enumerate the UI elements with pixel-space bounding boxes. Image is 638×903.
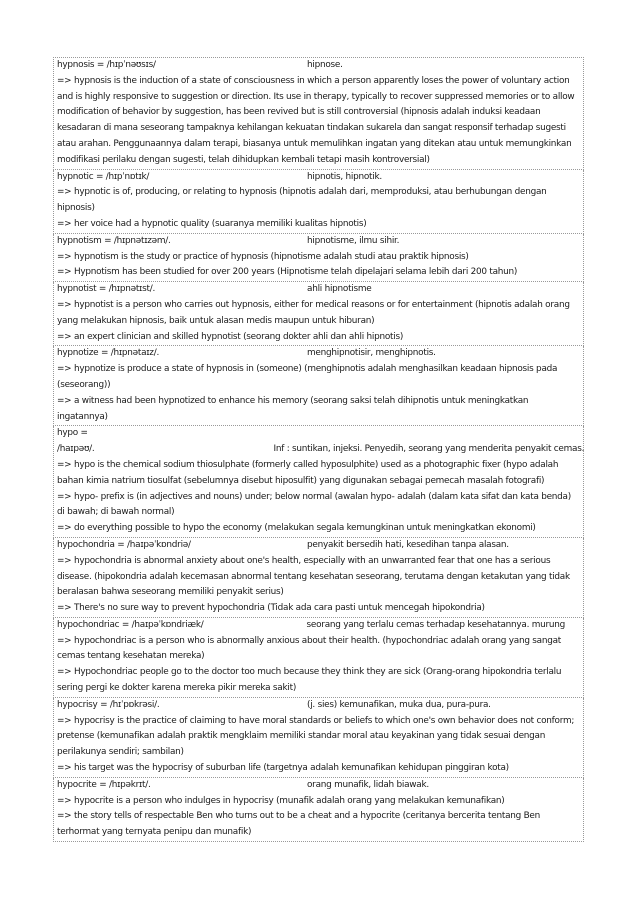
definition-line: => hypocrite is a person who indulges in hypocrisy (munafik adalah orang yang melakukan kemunafikan) [57,795,505,806]
definition-line: => There's no sure way to prevent hypochondria (Tidak ada cara pasti untuk mencegah hipokondria) [57,603,485,614]
definition-line: => hypnotist is a person who carries out hypnosis, either for medical reasons or for entertainment (hipnotis adalah orang yang melakukan hipnosis, baik untuk alasan medis maupun untuk hiburan) [57,299,570,326]
entry-heading [57,618,580,634]
headword-pronunciation: hypochondriac = /haɪpəˈkɒndriæk/ [57,619,204,630]
dictionary-entry [53,538,584,618]
definition-line: => the story tells of respectable Ben who turns out to be a cheat and a hypocrite (ceritanya bercerita tentang Ben terhormat yang ternyata penipu dan munafik) [57,811,541,838]
entry-heading [57,426,585,458]
dictionary-entry [53,346,584,426]
definition-line: => her voice had a hypnotic quality (suaranya memiliki kualitas hipnotis) [57,218,367,229]
entry-heading [57,282,580,298]
definition-line: => hypnotic is of, producing, or relating to hypnosis (hipnotis adalah dari, memproduksi, atau berhubungan dengan hipnosis) [57,187,547,214]
indonesian-gloss: penyakit bersedih hati, kesedihan tanpa alasan. [307,539,509,550]
definition-line: => Hypnotism has been studied for over 200 years (Hipnotisme telah dipelajari selama lebih dari 200 tahun) [57,267,518,278]
indonesian-gloss: (j. sies) kemunafikan, muka dua, pura-pura. [307,699,491,710]
dictionary-document [53,57,584,842]
headword-pronunciation: hypnotize = /hɪpnətaɪz/. [57,348,160,359]
headword-pronunciation: hypocrisy = /hɪˈpɒkrəsi/. [57,699,160,710]
definition-line: => Hypochondriac people go to the doctor too much because they think they are sick (Orang-orang hipokondria terlalu sering pergi ke dokter karena mereka pikir mereka sakit) [57,667,562,694]
indonesian-gloss: orang munafik, lidah biawak. [307,779,429,790]
headword-pronunciation: hypnosis = /hɪpˈnəʊsɪs/ [57,60,156,70]
dictionary-entry [53,426,584,538]
indonesian-gloss: hipnotis, hipnotik. [307,171,382,182]
headword-pronunciation: hypocrite = /hɪpəkrɪt/. [57,779,151,790]
definition-line: => hypo is the chemical sodium thiosulphate (formerly called hyposulphite) used as a photographic fixer (hypo adalah bahan kimia natrium tiosulfat (sebelumnya disebut hiposulfit) yang digunakan sebagai pemecah masalah fotografi) [57,459,559,486]
dictionary-entry [53,618,584,698]
entry-heading [57,778,580,794]
indonesian-gloss: Inf : suntikan, injeksi. Penyedih, seorang yang menderita penyakit cemas. [273,444,585,455]
definition-line: => hypnosis is the induction of a state of consciousness in which a person apparently loses the power of voluntary action and is highly responsive to suggestion or direction. Its use in therapy, typically to recover suppressed memories or to allow modification of behavior by suggestion, has been revived but is still controversial (hipnosis adalah induksi keadaan kesadaran di mana seseorang tampaknya kehilangan kekuatan tindakan sukarela dan sangat responsif terhadap sugesti atau arahan. Penggunaannya dalam terapi, biasanya untuk memulihkan ingatan yang ditekan atau untuk memungkinkan modifikasi perilaku dengan sugesti, telah dihidupkan kembali tetapi masih kontroversial) [57,75,575,165]
headword-pronunciation: hypnotist = /hɪpnətɪst/. [57,284,156,295]
definition-line: => hypo- prefix is (in adjectives and nouns) under; below normal (awalan hypo- adalah (dalam kata sifat dan kata benda) di bawah; di bawah normal) [57,491,571,518]
definition-line: => hypochondria is abnormal anxiety about one's health, especially with an unwarranted fear that one has a serious disease. (hipokondria adalah kecemasan abnormal tentang kesehatan seseorang, terutama dengan ketakutan yang tidak beralasan bahwa seseorang memiliki penyakit serius) [57,555,570,598]
dictionary-entry [53,234,584,282]
definition-line: => hypochondriac is a person who is abnormally anxious about their health. (hypochondriac adalah orang yang sangat cemas tentang kesehatan mereka) [57,635,562,662]
definition-line: => a witness had been hypnotized to enhance his memory (seorang saksi telah dihipnotis untuk meningkatkan ingatannya) [57,395,529,422]
dictionary-entry [53,57,584,170]
entry-heading [57,234,580,250]
definition-line: => do everything possible to hypo the economy (melakukan segala kemungkinan untuk meningkatkan ekonomi) [57,523,536,534]
dictionary-entry [53,170,584,234]
dictionary-entry [53,698,584,778]
entry-heading [57,538,580,554]
entry-heading [57,170,580,186]
definition-line: => an expert clinician and skilled hypnotist (seorang dokter ahli dan ahli hipnotis) [57,331,404,342]
headword-pronunciation: hypochondria = /haɪpəˈkɒndriə/ [57,539,191,550]
entry-heading [57,698,580,714]
headword-pronunciation: hypo = /haɪpəʊ/. [57,428,95,455]
definition-line: => his target was the hypocrisy of suburban life (targetnya adalah kemunafikan kehidupan pinggiran kota) [57,763,509,774]
definition-line: => hypnotize is produce a state of hypnosis in (someone) (menghipnotis adalah menghasilkan keadaan hipnosis pada (seseorang)) [57,364,558,390]
definition-line: => hypnotism is the study or practice of hypnosis (hipnotisme adalah studi atau praktik hipnosis) [57,251,469,262]
headword-pronunciation: hypnotic = /hɪpˈnɒtɪk/ [57,171,150,182]
indonesian-gloss: hipnose. [307,60,343,70]
entry-heading [57,346,580,362]
entry-heading [57,58,580,74]
indonesian-gloss: menghipnotisir, menghipnotis. [307,348,436,359]
indonesian-gloss: ahli hipnotisme [307,284,372,295]
dictionary-entry [53,282,584,346]
indonesian-gloss: seorang yang terlalu cemas terhadap kesehatannya. murung [306,619,566,630]
dictionary-entry [53,778,584,842]
definition-line: => hypocrisy is the practice of claiming to have moral standards or beliefs to which one's own behavior does not conform; pretense (kemunafikan adalah praktik mengklaim memiliki standar moral atau keyakinan yang tidak sesuai dengan perilakunya sendiri; sambilan) [57,715,575,758]
headword-pronunciation: hypnotism = /hɪpnətɪzəm/. [57,235,171,246]
indonesian-gloss: hipnotisme, ilmu sihir. [307,235,400,246]
